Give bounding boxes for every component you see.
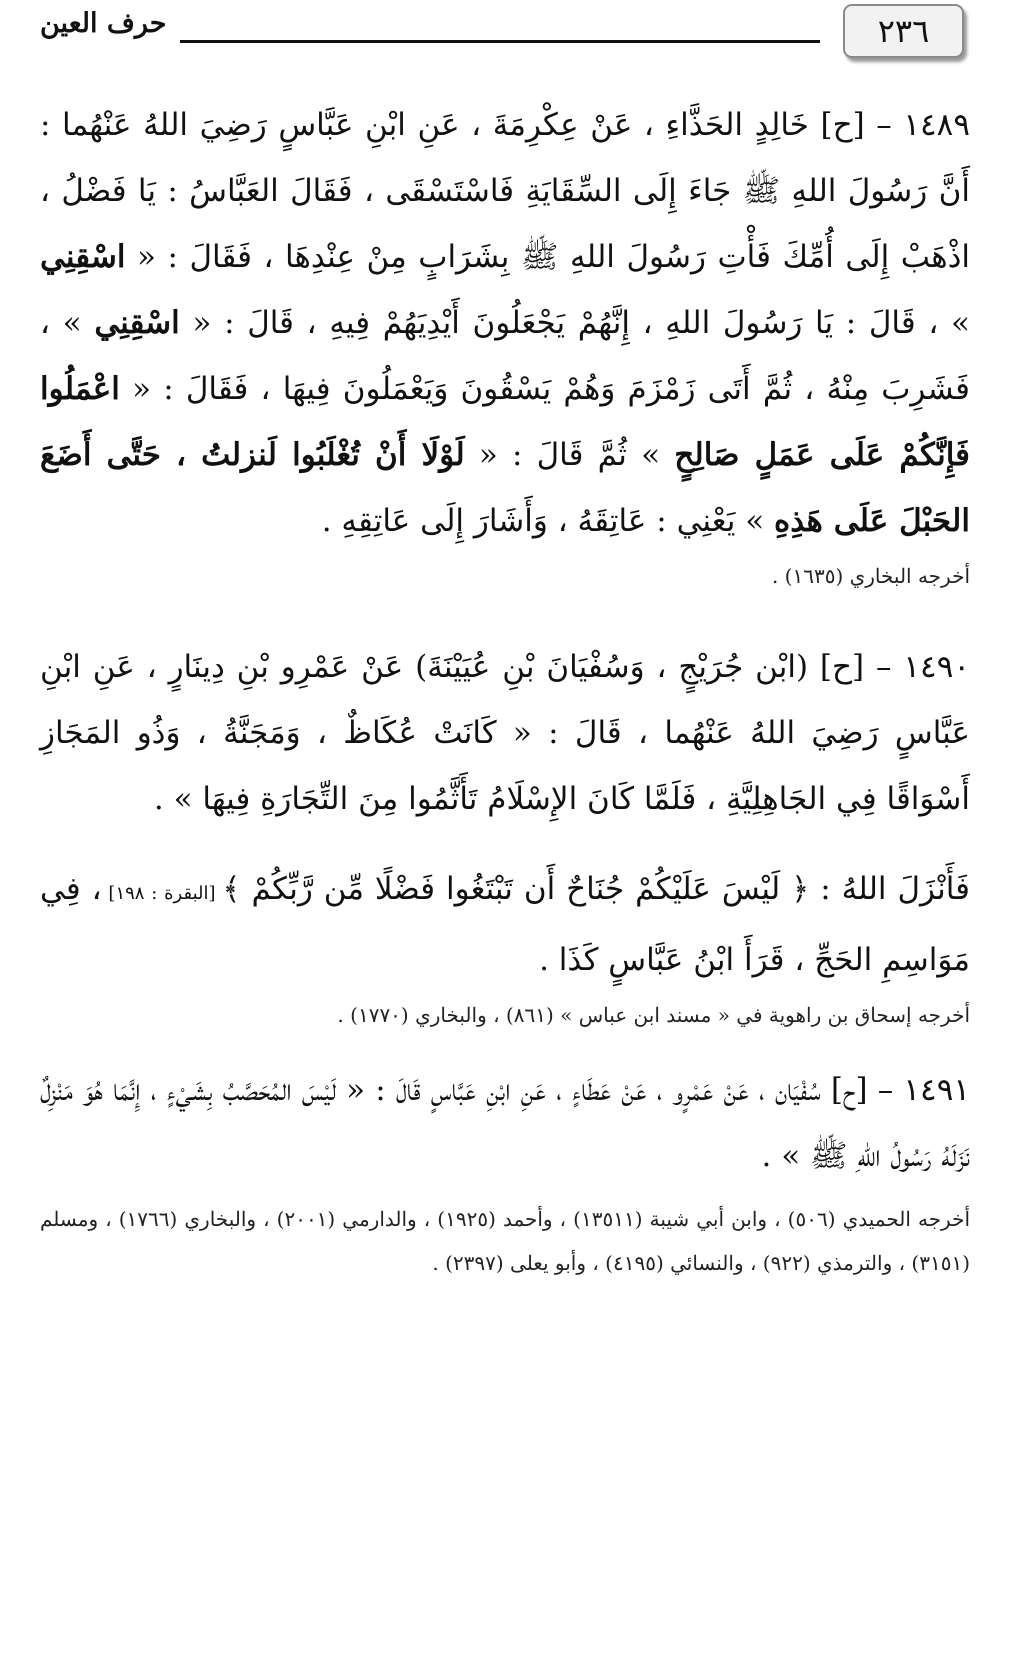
spacer bbox=[40, 1033, 970, 1057]
quran-citation: فَأَنْزَلَ اللهُ : ﴿ لَيْسَ عَلَيْكُمْ جُنَاحٌ أَن تَبْتَغُوا فَضْلًا مِّن رَّبِّكُمْ ﴾ [البقرة : ١٩٨] ، فِي مَوَاسِمِ الحَجِّ ، قَرَأَ ابْنُ عَبَّاسٍ كَذَا . bbox=[40, 871, 971, 978]
page-header bbox=[0, 0, 1010, 70]
source-1489: أخرجه البخاري (١٦٣٥) . bbox=[771, 564, 970, 588]
hadith-number: ١٤٩٠ – bbox=[864, 649, 970, 685]
hadith-number: ١٤٩١ – bbox=[867, 1072, 970, 1108]
page-body bbox=[40, 92, 970, 1285]
hadith-1489: ١٤٨٩ – [ح] خَالِدٍ الحَذَّاءِ ، عَنْ عِكْرِمَةَ ، عَنِ ابْنِ عَبَّاسٍ رَضِيَ اللهُ عَنْهُما : أَنَّ رَسُولَ اللهِ ﷺ جَاءَ إِلَى السِّقَايَةِ فَاسْتَسْقَى ، فَقَالَ العَبَّاسُ : يَا فَضْلُ ، اذْهَبْ إِلَى أُمِّكَ فَأْتِ رَسُولَ اللهِ ﷺ بِشَرَابٍ مِنْ عِنْدِهَا ، فَقَالَ : « اسْقِنِي » ، قَالَ : يَا رَسُولَ اللهِ ، إِنَّهُمْ يَجْعَلُونَ أَيْدِيَهُمْ فِيهِ ، قَالَ : « اسْقِنِي » ، فَشَرِبَ مِنْهُ ، ثُمَّ أَتَى زَمْزَمَ وَهُمْ يَسْقُونَ وَيَعْمَلُونَ فِيهَا ، فَقَالَ : « اعْمَلُوا فَإِنَّكُمْ عَلَى عَمَلٍ صَالِحٍ » ثُمَّ قَالَ : « لَوْلَا أَنْ تُغْلَبُوا لَنزلتُ ، حَتَّى أَضَعَ الحَبْلَ عَلَى هَذِهِ » يَعْنِي : عَاتِقَهُ ، وَأَشَارَ إِلَى عَاتِقِهِ . bbox=[40, 107, 970, 539]
running-head: حرف العين bbox=[40, 8, 167, 39]
quran-verse: ﴿ لَيْسَ عَلَيْكُمْ جُنَاحٌ أَن تَبْتَغُوا فَضْلًا مِّن رَّبِّكُمْ ﴾ bbox=[222, 871, 810, 907]
page-number-tab bbox=[843, 4, 964, 58]
quran-reference: [البقرة : ١٩٨] bbox=[101, 883, 223, 904]
source-1491: أخرجه الحميدي (٥٠٦) ، وابن أبي شيبة (١٣٥١١) ، وأحمد (١٩٢٥) ، والدارمي (٢٠٠١) ، والبخاري (١٧٦٦) ، ومسلم (٣١٥١) ، والترمذي (٩٢٢) ، والنسائي (٤١٩٥) ، وأبو يعلى (٢٣٩٧) . bbox=[40, 1207, 971, 1275]
hadith-number: ١٤٨٩ – bbox=[864, 107, 970, 143]
source-1490: أخرجه إسحاق بن راهوية في « مسند ابن عباس » (٨٦١) ، والبخاري (١٧٧٠) . bbox=[337, 1003, 970, 1027]
header-rule bbox=[180, 40, 820, 43]
spacer bbox=[40, 594, 970, 634]
page-number: ٢٣٦ bbox=[877, 12, 930, 50]
spacer bbox=[40, 832, 970, 856]
hadith-1491: ١٤٩١ – [ح] سُفْيَان ، عَنْ عَمْرٍو ، عَنْ عَطَاءٍ ، عَنِ ابْنِ عَبَّاسٍ قَالَ : « لَيْسَ المُحَصَّبُ بِشَيْءٍ ، إِنَّمَا هُوَ مَنْزِلٌ نَزَلَهُ رَسُولُ اللهِ ﷺ » . bbox=[40, 1072, 970, 1174]
hadith-1490: ١٤٩٠ – [ح] (ابْن جُرَيْجٍ ، وَسُفْيَانَ بْنِ عُيَيْنَةَ) عَنْ عَمْرِو بْنِ دِينَارٍ ، عَنِ ابْنِ عَبَّاسٍ رَضِيَ اللهُ عَنْهُما ، قَالَ : « كَانَتْ عُكَاظٌ ، وَمَجَنَّةُ ، وَذُو المَجَازِ أَسْوَاقًا فِي الجَاهِلِيَّةِ ، فَلَمَّا كَانَ الإِسْلَامُ تَأَثَّمُوا مِنَ التِّجَارَةِ فِيهَا » . bbox=[40, 649, 970, 817]
